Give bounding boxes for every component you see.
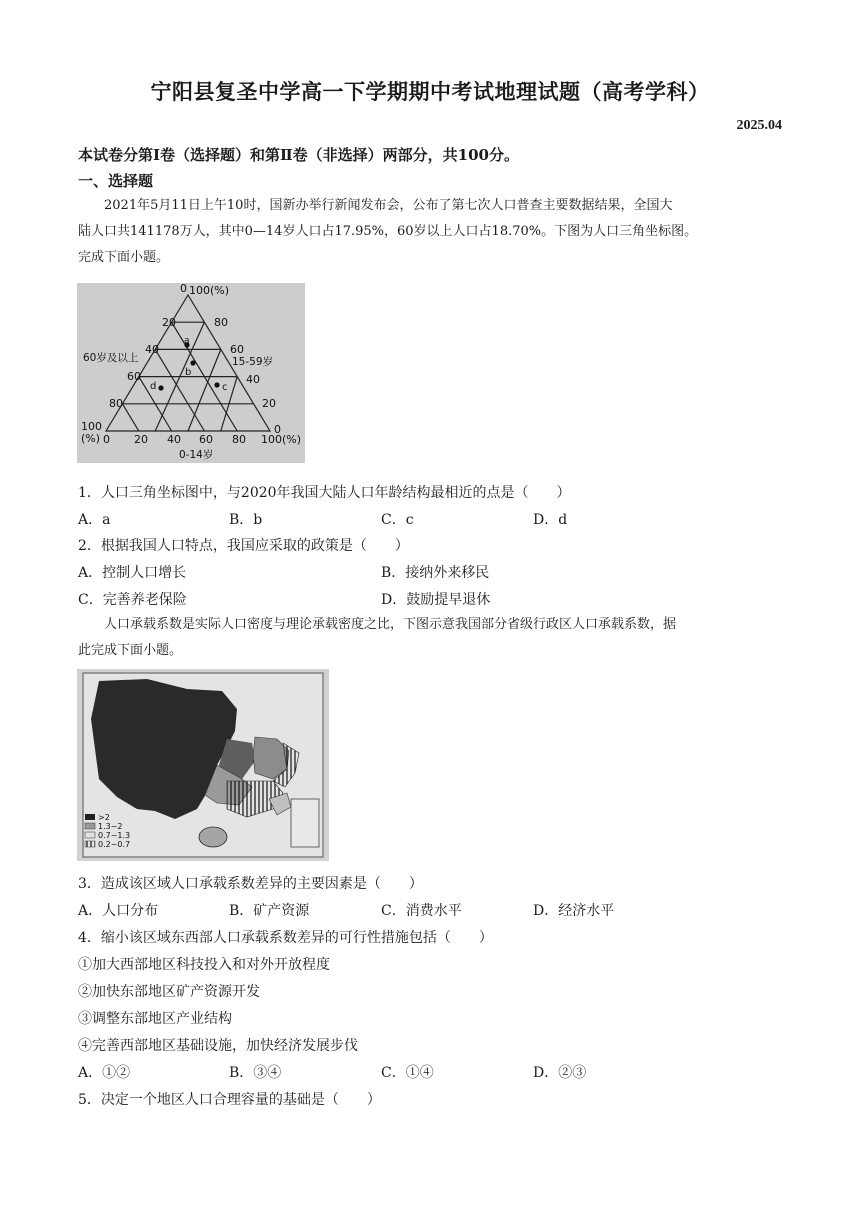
fig1-bottom-tick-0: 0 (103, 433, 110, 446)
fig1-bottom-tick-100: 100(%) (261, 433, 302, 446)
map-legend-1: >2 (98, 813, 110, 822)
fig1-top-zero: 0 (180, 283, 187, 295)
q2-option-c[interactable]: C．完善养老保险 (78, 592, 187, 608)
fig1-left-axis-title: 60岁及以上 (83, 352, 139, 364)
q4-option-a[interactable]: A．①② (78, 1065, 131, 1081)
fig1-left-tick-40: 40 (145, 343, 159, 356)
q3-option-d[interactable]: D．经济水平 (533, 903, 615, 919)
point-c-marker (214, 382, 219, 387)
section-heading: 一、选择题 (78, 172, 154, 190)
map-legend-3: 0.7~1.3 (98, 831, 131, 840)
map-legend-2: 1.3~2 (98, 822, 123, 831)
passage-2-line-2: 此完成下面小题。 (78, 643, 183, 658)
passage-1-line-1: 2021年5月11日上午10时，国新办举行新闻发布会，公布了第七次人口普查主要数据结果，全国大 (104, 198, 673, 213)
point-d-marker (158, 385, 163, 390)
q3-option-b[interactable]: B．矿产资源 (229, 903, 310, 919)
q4-option-b[interactable]: B．③④ (229, 1065, 282, 1081)
point-a-label: a (184, 336, 190, 346)
map-svg (77, 669, 329, 861)
point-b-label: b (185, 367, 192, 378)
fig1-corner-right: 0 (274, 423, 281, 436)
fig1-corner-left-1: 100 (81, 420, 102, 433)
exam-date: 2025.04 (736, 118, 782, 133)
fig1-left-tick-80: 80 (109, 397, 123, 410)
exam-intro: 本试卷分第Ⅰ卷（选择题）和第Ⅱ卷（非选择）两部分，共100分。 (78, 146, 519, 164)
q4-option-c[interactable]: C．①④ (381, 1065, 434, 1081)
q2-option-d[interactable]: D．鼓励提早退休 (381, 592, 491, 608)
q3-option-c[interactable]: C．消费水平 (381, 903, 462, 919)
q4-statement-4: ④完善西部地区基础设施，加快经济发展步伐 (78, 1038, 358, 1054)
population-triangle-figure (77, 283, 305, 463)
question-4-stem: 4．缩小该区域东西部人口承载系数差异的可行性措施包括（ ） (78, 930, 493, 946)
q2-option-a[interactable]: A．控制人口增长 (78, 565, 187, 581)
q4-statement-2: ②加快东部地区矿产资源开发 (78, 984, 260, 1000)
fig1-right-tick-60: 60 (230, 343, 244, 356)
fig1-bottom-tick-80: 80 (232, 433, 246, 446)
q1-option-a[interactable]: A．a (78, 512, 111, 528)
fig1-bottom-tick-40: 40 (167, 433, 181, 446)
fig1-bottom-tick-60: 60 (199, 433, 213, 446)
fig1-right-axis-title: 15-59岁 (232, 356, 274, 368)
fig1-right-tick-40: 40 (246, 373, 260, 386)
fig1-corner-left-2: (%) (81, 432, 101, 445)
question-1-stem: 1．人口三角坐标图中，与2020年我国大陆人口年龄结构最相近的点是（ ） (78, 485, 571, 501)
fig1-right-tick-20: 20 (262, 397, 276, 410)
passage-2-line-1: 人口承载系数是实际人口密度与理论承载密度之比，下图示意我国部分省级行政区人口承载系数，据 (104, 617, 677, 632)
population-triangle-svg (77, 283, 305, 463)
q3-option-a[interactable]: A．人口分布 (78, 903, 159, 919)
q4-option-d[interactable]: D．②③ (533, 1065, 587, 1081)
fig1-bottom-tick-20: 20 (134, 433, 148, 446)
fig1-top-label: 100(%) (189, 284, 230, 297)
passage-1-line-3: 完成下面小题。 (78, 250, 170, 265)
fig1-right-tick-80: 80 (214, 316, 228, 329)
q1-option-c[interactable]: C．c (381, 512, 414, 528)
question-2-stem: 2．根据我国人口特点，我国应采取的政策是（ ） (78, 538, 409, 554)
map-legend-4: 0.2~0.7 (98, 840, 131, 849)
point-d-label: d (150, 381, 157, 392)
point-b-marker (190, 360, 195, 365)
question-3-stem: 3．造成该区域人口承载系数差异的主要因素是（ ） (78, 876, 423, 892)
q1-option-b[interactable]: B．b (229, 512, 263, 528)
population-capacity-map (77, 669, 329, 861)
fig1-left-tick-20: 20 (162, 316, 176, 329)
passage-1 (78, 193, 784, 271)
passage-1-line-2: 陆人口共141178万人，其中0—14岁人口占17.95%，60岁以上人口占18.70%。下图为人口三角坐标图。 (78, 224, 698, 239)
q2-option-b[interactable]: B．接纳外来移民 (381, 565, 490, 581)
fig1-left-tick-60: 60 (127, 370, 141, 383)
q4-statement-3: ③调整东部地区产业结构 (78, 1011, 232, 1027)
q1-option-d[interactable]: D．d (533, 512, 568, 528)
point-c-label: c (222, 382, 228, 393)
passage-2 (78, 612, 784, 664)
q4-statement-1: ①加大西部地区科技投入和对外开放程度 (78, 957, 330, 973)
fig1-bottom-axis-title: 0-14岁 (179, 449, 214, 461)
question-5-stem: 5．决定一个地区人口合理容量的基础是（ ） (78, 1092, 381, 1108)
page-title: 宁阳县复圣中学高一下学期期中考试地理试题（高考学科） (150, 79, 710, 104)
